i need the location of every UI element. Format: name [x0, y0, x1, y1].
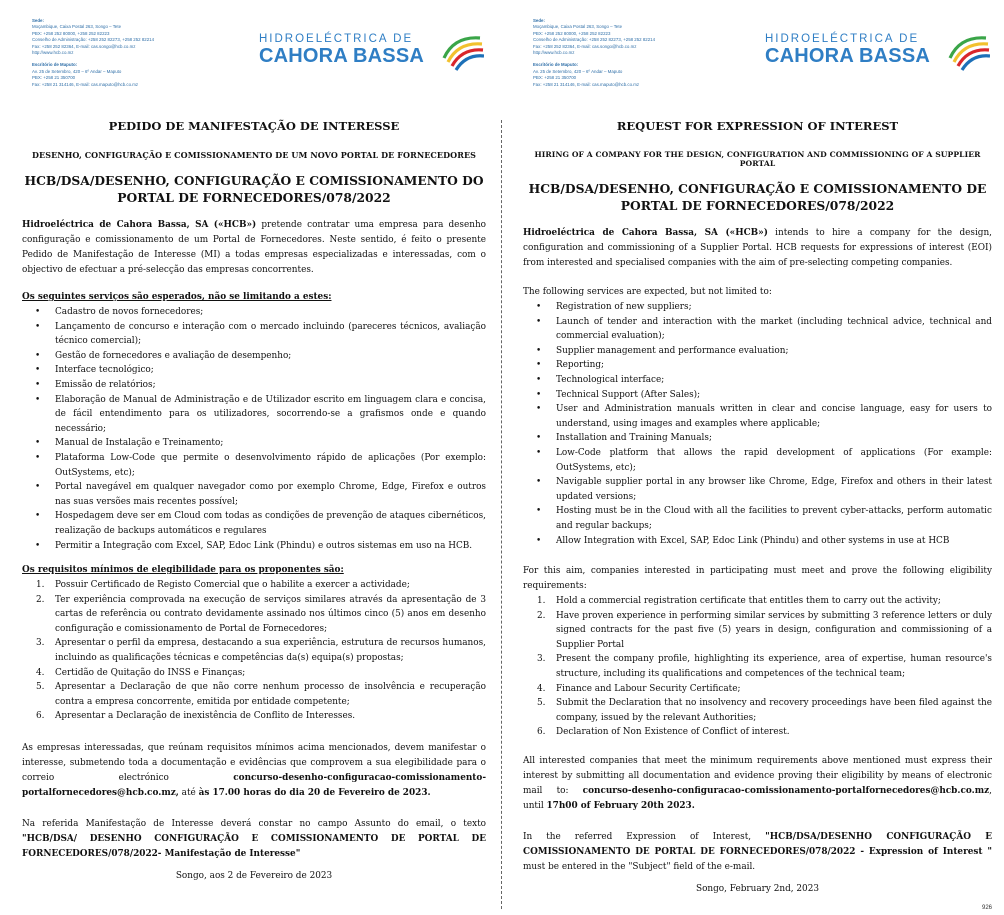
sede-line: PBX: +258 252 80000, +258 252 82223 — [32, 30, 110, 36]
maputo-line: Fax: +258 21 314146, E-mail: cas.maputo@hcb.co.mz — [533, 81, 640, 87]
list-item: • Technical Support (After Sales); — [523, 388, 992, 403]
english-column — [504, 0, 1004, 915]
doc-title: PEDIDO DE MANIFESTAÇÃO DE INTERESSE — [108, 119, 400, 133]
list-item: 2. Ter experiência comprovada na execução de serviços similares através da apresentação de 3 cartas de referência ou contrato devidamente assinado nos últimos cinco (5) anos em desenho configuração e comissionamento de Portal de Fornecedores; — [36, 594, 486, 634]
subject-value: "HCB/DSA/DESENHO CONFIGURAÇÃO E COMISSIONAMENTO DE PORTAL DE FORNECEDORES/078/2022 - Expression of Interest " — [523, 832, 993, 858]
requirements-list — [523, 594, 992, 740]
list-item: • Technological interface; — [523, 373, 992, 388]
logo-line2: CAHORA BASSA — [765, 45, 930, 67]
list-item: 4. Certidão de Quitação do INSS e Finanças; — [36, 667, 246, 678]
requirements-list — [22, 578, 486, 724]
logo-line1: HIDROELÉCTRICA DE — [765, 33, 920, 45]
list-item: • Navigable supplier portal in any browser like Chrome, Edge, Firefox and others in their latest updated versions; — [523, 475, 992, 504]
list-item: 5. Apresentar a Declaração de que não corre nenhum processo de insolvência e recuperação contra a empresa concorrente, emitida por entidade competente; — [36, 682, 486, 707]
maputo-label: Escritório de Maputo: — [32, 62, 78, 68]
submission-paragraph: As empresas interessadas, que reúnam requisitos mínimos acima mencionados, devem manifestar o interesse, submetendo toda a documentação e evidências que comprovem a sua elegibilidade para o correio electrónico concurso-desenho-configuracao-comissionamento-portalfornecedores@hcb.co.mz, até às 17.00 horas do dia 20 de Fevereiro de 2023. — [22, 743, 486, 799]
list-item: • Allow Integration with Excel, SAP, Edoc Link (Phindu) and other systems in use at HCB — [523, 534, 992, 549]
submission-email: concurso-desenho-configuracao-comissionamento-portalfornecedores@hcb.co.mz — [582, 786, 990, 797]
page-number: 926 — [981, 905, 992, 911]
column-divider — [501, 120, 502, 909]
list-item: • Portal navegável em qualquer navegador como por exemplo Chrome, Edge, Firefox e outros nas suas versões mais recentes possível; — [22, 480, 486, 509]
portuguese-column — [0, 0, 500, 915]
sede-line: http://www.hcb.co.mz — [533, 50, 575, 56]
intro-text: intends to hire a company for the design, configuration and commissioning of a Supplier Portal. HCB requests for expressions of interest (EOI) from interested and specialised companies with the aim of pre-selecting competing companies. — [523, 228, 992, 268]
list-item: 1. Hold a commercial registration certificate that entitles them to carry out the activity; — [537, 596, 941, 607]
sede-line: http://www.hcb.co.mz — [32, 50, 74, 56]
sede-line: Conselho de Administração: +258 252 82273, +258 252 82214 — [32, 37, 155, 43]
list-item: 5. Submit the Declaration that no insolvency and recovery proceedings have been filed against the company, issued by the relevant Authorities; — [537, 698, 992, 723]
list-item: • Emissão de relatórios; — [22, 378, 486, 393]
list-item: • Low-Code platform that allows the rapid development of applications (For example: OutSystems, etc); — [523, 446, 992, 475]
list-item: • Hospedagem deve ser em Cloud com todas as condições de prevenção de ataques cibernéticos, realização de backups automáticos e regulares — [22, 509, 486, 538]
sede-label: Sede: — [533, 18, 545, 23]
list-item: 3. Present the company profile, highlighting its experience, area of expertise, human resource's structure, including its qualifications and competences of the technical team; — [537, 654, 992, 680]
list-item: • Permitir a Integração com Excel, SAP, Edoc Link (Phindu) e outros sistemas em uso na HCB. — [22, 539, 486, 554]
maputo-line: Fax: +258 21 314146, E-mail: cas.maputo@hcb.co.mz — [32, 81, 139, 87]
doc-title: REQUEST FOR EXPRESSION OF INTEREST — [616, 119, 899, 133]
submission-deadline: 17h00 of February 20th 2023. — [546, 801, 695, 812]
letterhead — [22, 0, 486, 110]
submission-email: concurso-desenho-configuracao-comissionamento-portalfornecedores@hcb.co.mz, — [22, 773, 486, 799]
doc-reference: HCB/DSA/DESENHO, CONFIGURAÇÃO E COMISSIONAMENTO DE PORTAL DE FORNECEDORES/078/2022 — [528, 181, 987, 213]
subject-paragraph: In the referred Expression of Interest, "HCB/DSA/DESENHO CONFIGURAÇÃO E COMISSIONAMENTO DE PORTAL DE FORNECEDORES/078/2022 - Expression of Interest " must be entered in the "Subject" field of the e-mail. — [523, 832, 993, 873]
sede-line: Conselho de Administração: +258 252 82273, +258 252 82214 — [533, 37, 656, 43]
sede-line: Moçambique, Caixa Postal 263, Songo – Tete — [533, 24, 623, 30]
list-item: 6. Apresentar a Declaração de inexistência de Conflito de Interesses. — [36, 711, 356, 722]
sede-line: PBX: +258 252 80000, +258 252 82223 — [533, 30, 611, 36]
sede-line: Fax: +258 252 82364, E-mail: cas.songo@hcb.co.mz — [533, 43, 637, 49]
list-item: • User and Administration manuals written in clear and concise language, easy for users to understand, using images and examples where applicable; — [523, 402, 992, 431]
list-item: • Gestão de fornecedores e avaliação de desempenho; — [22, 349, 486, 364]
list-item: • Launch of tender and interaction with the market (including technical advice, technical and commercial evaluation); — [523, 315, 992, 344]
list-item: 2. Have proven experience in performing similar services by submitting 3 reference letters or duly signed contracts for the past five (5) years in design, configuration and commissioning of a Supplier Portal — [537, 610, 992, 650]
services-list — [22, 305, 486, 553]
wave-logo-icon — [440, 28, 484, 72]
subject-paragraph: Na referida Manifestação de Interesse deverá constar no campo Assunto do email, o texto "HCB/DSA/ DESENHO CONFIGURAÇÃO E COMISSIONAMENTO DE PORTAL DE FORNECEDORES/078/2022- Manifestação de Interesse" — [22, 819, 486, 860]
list-item: 4. Finance and Labour Security Certificate; — [537, 683, 741, 694]
logo-line1: HIDROELÉCTRICA DE — [259, 33, 414, 45]
signature-line: Songo, aos 2 de Fevereiro de 2023 — [175, 871, 333, 882]
requirements-heading: For this aim, companies interested in participating must meet and prove the following eligibility requirements: — [523, 566, 992, 592]
hcb-logo — [259, 28, 484, 76]
company-name: Hidroeléctrica de Cahora Bassa, SA («HCB») — [22, 220, 257, 230]
address-block — [32, 18, 232, 88]
list-item: • Manual de Instalação e Treinamento; — [22, 436, 486, 451]
intro-paragraph — [523, 226, 992, 271]
intro-text: pretende contratar uma empresa para desenho configuração e comissionamento de um Portal de Fornecedores. Neste sentido, é feito o presente Pedido de Manifestação de Interesse (MI) a todas empresas especializadas e interessadas, com o objectivo de efectuar a pré-selecção das empresas concorrentes. — [22, 220, 487, 275]
sede-line: Fax: +258 252 82364, E-mail: cas.songo@hcb.co.mz — [32, 43, 136, 49]
list-item: • Plataforma Low-Code que permite o desenvolvimento rápido de aplicações (Por exemplo: OutSystems, etc); — [22, 451, 486, 480]
doc-reference: HCB/DSA/DESENHO, CONFIGURAÇÃO E COMISSIONAMENTO DO PORTAL DE FORNECEDORES/078/2022 — [24, 173, 484, 205]
intro-paragraph — [22, 218, 486, 278]
list-item: 1. Possuir Certificado de Registo Comercial que o habilite a exercer a actividade; — [36, 580, 410, 591]
maputo-line: PBX: +258 21 350700 — [533, 75, 577, 81]
sede-line: Moçambique, Caixa Postal 263, Songo – Tete — [32, 24, 122, 30]
list-item: • Hosting must be in the Cloud with all the facilities to prevent cyber-attacks, perform automatic and regular backups; — [523, 504, 992, 533]
wave-logo-icon — [946, 28, 990, 72]
maputo-line: Av. 25 de Setembro, 420 – 6º Andar – Maputo — [533, 68, 623, 74]
doc-subtitle: HIRING OF A COMPANY FOR THE DESIGN, CONFIGURATION AND COMMISSIONING OF A SUPPLIER PORTAL — [534, 150, 981, 168]
requirements-heading: Os requisitos mínimos de elegibilidade para os proponentes são: — [22, 565, 344, 576]
list-item: • Cadastro de novos fornecedores; — [22, 305, 486, 320]
submission-deadline: às 17.00 horas do dia 20 de Fevereiro de 2023. — [198, 788, 431, 799]
company-name: Hidroeléctrica de Cahora Bassa, SA («HCB») — [523, 228, 768, 238]
services-heading: Os seguintes serviços são esperados, não se limitando a estes: — [22, 292, 332, 302]
signature-line: Songo, February 2nd, 2023 — [695, 884, 819, 895]
list-item: • Interface tecnológico; — [22, 363, 486, 378]
hcb-logo — [765, 28, 990, 76]
list-item: 6. Declaration of Non Existence of Conflict of interest. — [537, 727, 790, 738]
list-item: • Reporting; — [523, 358, 992, 373]
list-item: • Registration of new suppliers; — [523, 300, 992, 315]
list-item: • Lançamento de concurso e interação com o mercado incluindo (pareceres técnicos, avaliação técnico comercial); — [22, 320, 486, 349]
letterhead — [523, 0, 992, 110]
maputo-line: Av. 25 de Setembro, 420 – 6º Andar – Maputo — [32, 68, 122, 74]
maputo-label: Escritório de Maputo: — [533, 62, 579, 68]
logo-line2: CAHORA BASSA — [259, 45, 424, 67]
list-item: • Installation and Training Manuals; — [523, 431, 992, 446]
address-block — [533, 18, 733, 88]
list-item: 3. Apresentar o perfil da empresa, destacando a sua experiência, estrutura de recursos humanos, incluindo as qualificações técnicas e competências da(s) equipa(s) propostas; — [36, 638, 486, 664]
subject-value: "HCB/DSA/ DESENHO CONFIGURAÇÃO E COMISSIONAMENTO DE PORTAL DE FORNECEDORES/078/2022- Manifestação de Interesse" — [22, 834, 486, 860]
submission-paragraph: All interested companies that meet the minimum requirements above mentioned must express their interest by submitting all documentation and evidence proving their eligibility by means of electronic mail to: concurso-desenho-configuracao-comissionamento-portalfornecedores@hcb.co.mz, until 17h00 of February 20th 2023. — [523, 756, 992, 812]
sede-label: Sede: — [32, 18, 44, 23]
list-item: • Supplier management and performance evaluation; — [523, 344, 992, 359]
doc-subtitle: DESENHO, CONFIGURAÇÃO E COMISSIONAMENTO DE UM NOVO PORTAL DE FORNECEDORES — [31, 150, 477, 160]
services-list — [523, 300, 992, 548]
maputo-line: PBX: +258 21 350700 — [32, 75, 76, 81]
services-heading: The following services are expected, but not limited to: — [523, 287, 772, 297]
list-item: • Elaboração de Manual de Administração e de Utilizador escrito em linguagem clara e concisa, de fácil entendimento para os utilizadores, socorrendo-se a grafismos onde e quando necessário; — [22, 393, 486, 437]
